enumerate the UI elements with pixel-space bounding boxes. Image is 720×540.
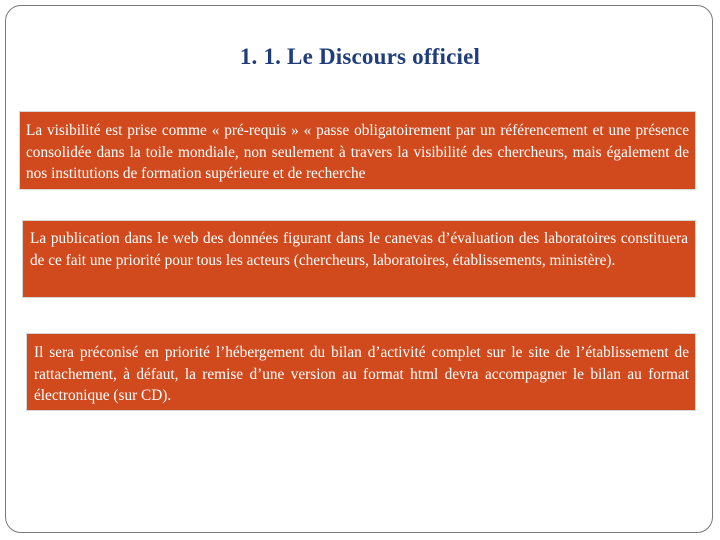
slide-title: 1. 1. Le Discours officiel [239,44,481,69]
text-box-visibility [19,111,696,190]
text-box-visibility-text: La visibilité est prise comme « pré-requis » « passe obligatoirement par un référencement et une présence consolidée dans la toile mondiale, non seulement à travers la visibilité des chercheurs, mais également de nos institutions de formation supérieure et de recherche [26,122,689,182]
text-box-hosting-text: Il sera préconisé en priorité l’hébergement du bilan d’activité complet sur le site de l’établissement de rattachement, à défaut, la remise d’une version au format html devra accompagner le bilan au format électronique (sur CD). [34,344,689,404]
text-box-publication [22,220,696,298]
text-box-publication-text: La publication dans le web des données figurant dans le canevas d’évaluation des laboratoires constituera de ce fait une priorité pour tous les acteurs (chercheurs, laboratoires, établissements, ministère). [30,230,688,269]
text-box-hosting [26,333,696,411]
